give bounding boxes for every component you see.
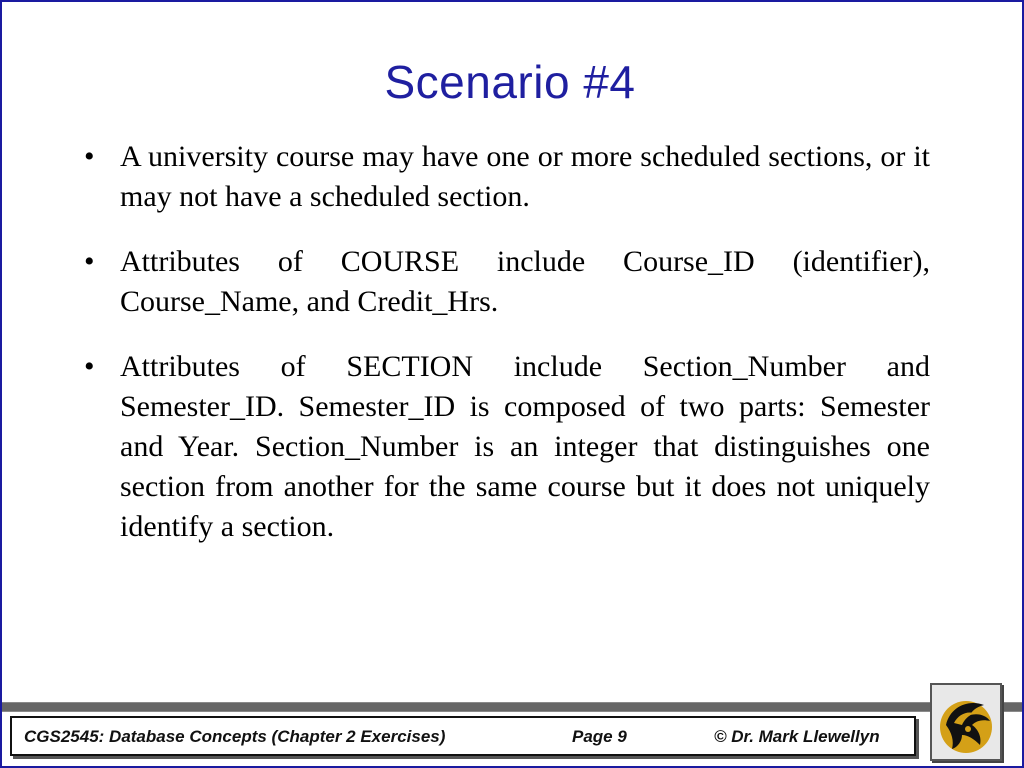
logo-graphic	[932, 685, 1000, 759]
bullet-item	[78, 242, 930, 322]
footer-page-number: Page 9	[572, 727, 627, 746]
footer-copyright: © Dr. Mark Llewellyn	[714, 727, 880, 746]
bullet-icon: •	[84, 350, 95, 383]
pegasus-logo-icon	[930, 683, 1002, 761]
bullet-item	[78, 347, 930, 547]
footer	[10, 716, 916, 756]
footer-course: CGS2545: Database Concepts (Chapter 2 Exercises)	[24, 727, 446, 746]
bullet-text: A university course may have one or more scheduled sections, or it may not have a scheduled section.	[120, 140, 930, 213]
footer-divider	[2, 702, 1022, 712]
bullet-icon: •	[84, 245, 95, 278]
bullet-text: Attributes of COURSE include Course_ID (identifier), Course_Name, and Credit_Hrs.	[120, 245, 930, 318]
bullet-icon: •	[84, 140, 95, 173]
slide-title: Scenario #4	[384, 56, 636, 108]
bullet-list	[78, 137, 930, 572]
bullet-text: Attributes of SECTION include Section_Number and Semester_ID. Semester_ID is composed of two parts: Semester and Year. Section_Number is an integer that distinguishes one section from another for the same course but it does not uniquely identify a section.	[120, 350, 930, 543]
bullet-item	[78, 137, 930, 217]
logo-eye	[965, 726, 971, 732]
